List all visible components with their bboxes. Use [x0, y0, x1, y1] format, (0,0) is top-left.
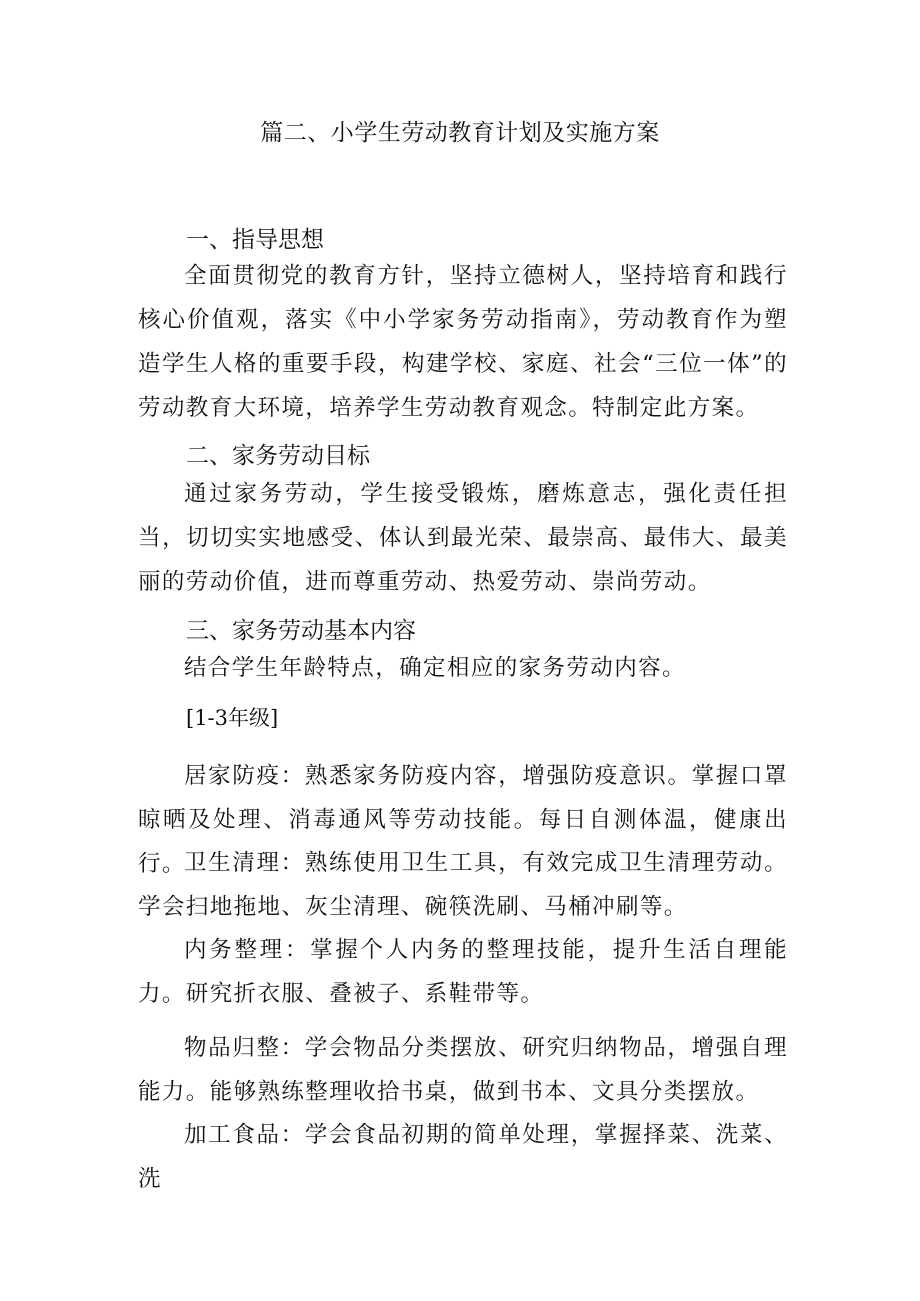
paragraph-content-intro: 结合学生年龄特点，确定相应的家务劳动内容。: [184, 655, 686, 681]
paragraph-guiding-ideology: 全面贯彻党的教育方针，坚持立德树人，坚持培育和践行核心价值观，落实《中小学家务劳动指南》，劳动教育作为塑造学生人格的重要手段，构建学校、家庭、社会“三位一体”的劳动教育大环境，培养学生劳动教育观念。特制定此方案。: [138, 263, 788, 421]
list-item-organizing: 物品归整：学会物品分类摆放、研究归纳物品，增强自理能力。能够熟练整理收拾书桌，做到书本、文具分类摆放。: [138, 1035, 788, 1105]
paragraph-goals: 通过家务劳动，学生接受锻炼，磨炼意志，强化责任担当，切切实实地感受、体认到最光荣、最崇高、最伟大、最美丽的劳动价值，进而尊重劳动、热爱劳动、崇尚劳动。: [138, 481, 788, 595]
list-item-cleaning: 卫生清理：熟练使用卫生工具，有效完成卫生清理劳动。学会扫地拖地、灰尘清理、碗筷洗刷、马桶冲刷等。: [138, 850, 788, 920]
section-heading-content: 三、家务劳动基本内容: [186, 618, 416, 644]
list-item-housekeeping: 内务整理：掌握个人内务的整理技能，提升生活自理能力。研究折衣服、叠被子、系鞋带等。: [138, 937, 788, 1007]
section-heading-goals: 二、家务劳动目标: [186, 443, 370, 469]
list-item-food-processing: 加工食品：学会食品初期的简单处理，掌握择菜、洗菜、洗: [138, 1122, 788, 1192]
section-heading-guiding-ideology: 一、指导思想: [186, 227, 324, 253]
document-title: 篇二、小学生劳动教育计划及实施方案: [260, 120, 660, 146]
grade-label: [1-3年级]: [186, 706, 279, 730]
list-item-home-epidemic-prevention: 居家防疫：熟悉家务防疫内容，增强防疫意识。掌握口罩晾晒及处理、消毒通风等劳动技能。每日自测体温，健康出行。: [138, 763, 788, 877]
